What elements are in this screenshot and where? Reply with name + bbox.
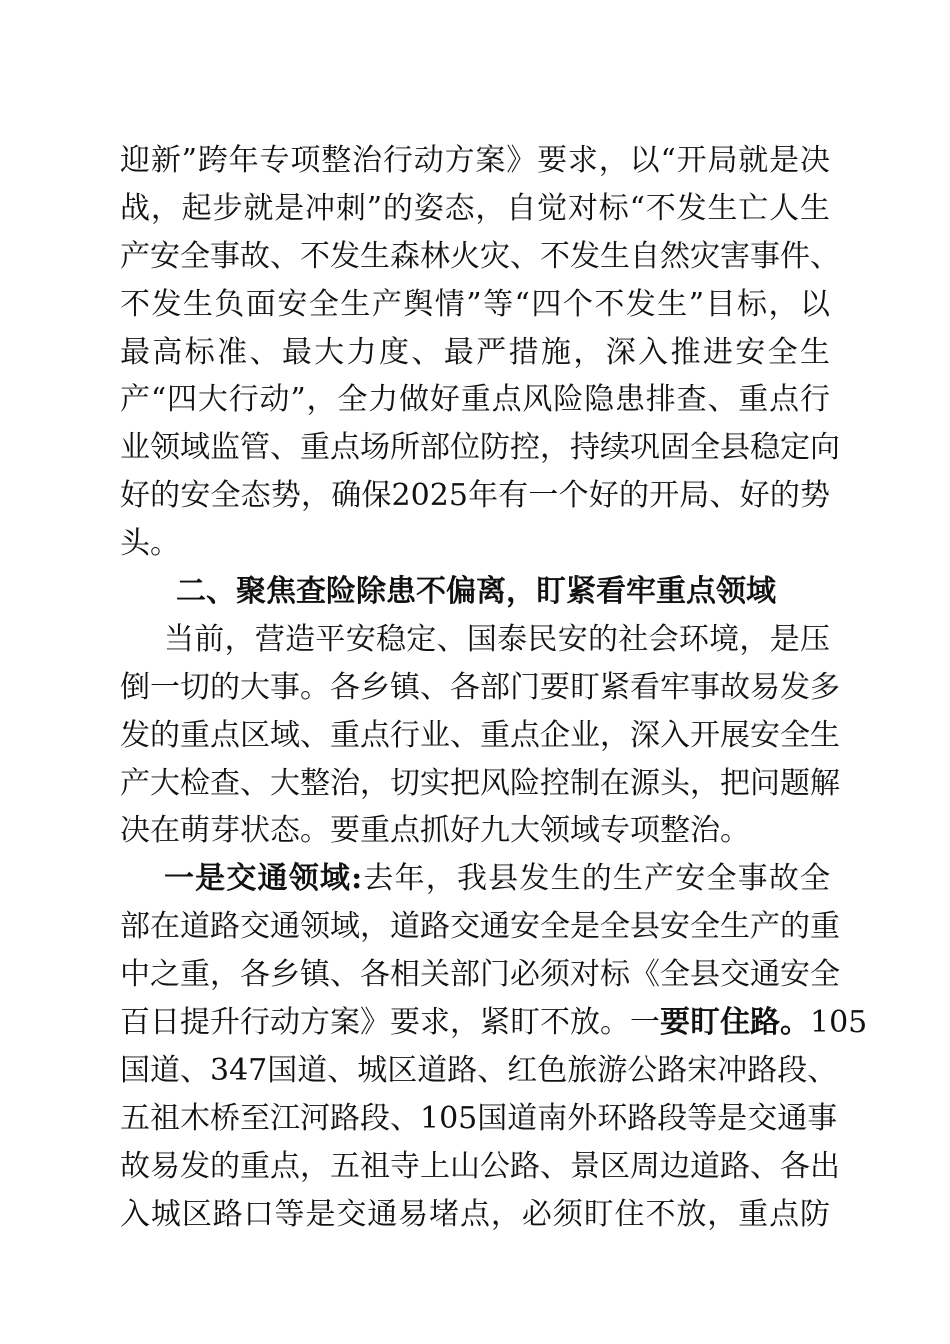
- text-segment: 105: [810, 1005, 868, 1041]
- text-line: 产“四大行动”，全力做好重点风险隐患排查、重点行: [120, 382, 830, 418]
- text-line: 业领域监管、重点场所部位防控，持续巩固全县稳定向: [120, 430, 840, 466]
- text-line: 决在萌芽状态。要重点抓好九大领域专项整治。: [120, 813, 750, 849]
- text-line: 倒一切的大事。各乡镇、各部门要盯紧看牢事故易发多: [120, 669, 840, 705]
- text-line: 发的重点区域、重点行业、重点企业，深入开展安全生: [120, 717, 840, 753]
- text-line: 国道、347国道、城区道路、红色旅游公路宋冲路段、: [120, 1052, 838, 1088]
- text-line: 最高标准、最大力度、最严措施，深入推进安全生: [120, 334, 830, 370]
- document-body: [120, 138, 868, 1239]
- text-segment: 百日提升行动方案》要求，紧盯不放。一: [120, 1005, 660, 1041]
- text-line: 头。: [120, 526, 180, 562]
- text-line: 故易发的重点，五祖寺上山公路、景区周边道路、各出: [120, 1148, 840, 1184]
- text-line: [120, 856, 830, 902]
- text-segment: 去年，我县发生的生产安全事故全: [362, 861, 831, 897]
- section-heading: 二、聚焦查险除患不偏离，盯紧看牢重点领域: [176, 574, 776, 610]
- text-line: 战，起步就是冲刺”的姿态，自觉对标“不发生亡人生: [120, 190, 830, 226]
- text-line: 部在道路交通领域，道路交通安全是全县安全生产的重: [120, 909, 840, 945]
- text-line: 迎新”跨年专项整治行动方案》要求，以“开局就是决: [120, 143, 830, 178]
- inline-bold-text: 要盯住路。: [660, 1005, 810, 1041]
- text-line: 产安全事故、不发生森林火灾、不发生自然灾害事件、: [120, 238, 840, 274]
- text-line: 不发生负面安全生产舆情”等“四个不发生”目标，以: [120, 286, 830, 322]
- text-line: [120, 1000, 868, 1046]
- text-line: 中之重，各乡镇、各相关部门必须对标《全县交通安全: [120, 957, 840, 993]
- text-line: 好的安全态势，确保2025年有一个好的开局、好的势: [120, 478, 830, 514]
- text-line: 当前，营造平安稳定、国泰民安的社会环境，是压: [164, 621, 830, 657]
- lead-bold-text: 一是交通领域:: [164, 861, 363, 897]
- text-line: 产大检查、大整治，切实把风险控制在源头，把问题解: [120, 765, 840, 801]
- text-line: 入城区路口等是交通易堵点，必须盯住不放，重点防: [120, 1196, 830, 1232]
- text-line: 五祖木桥至江河路段、105国道南外环路段等是交通事: [120, 1100, 838, 1136]
